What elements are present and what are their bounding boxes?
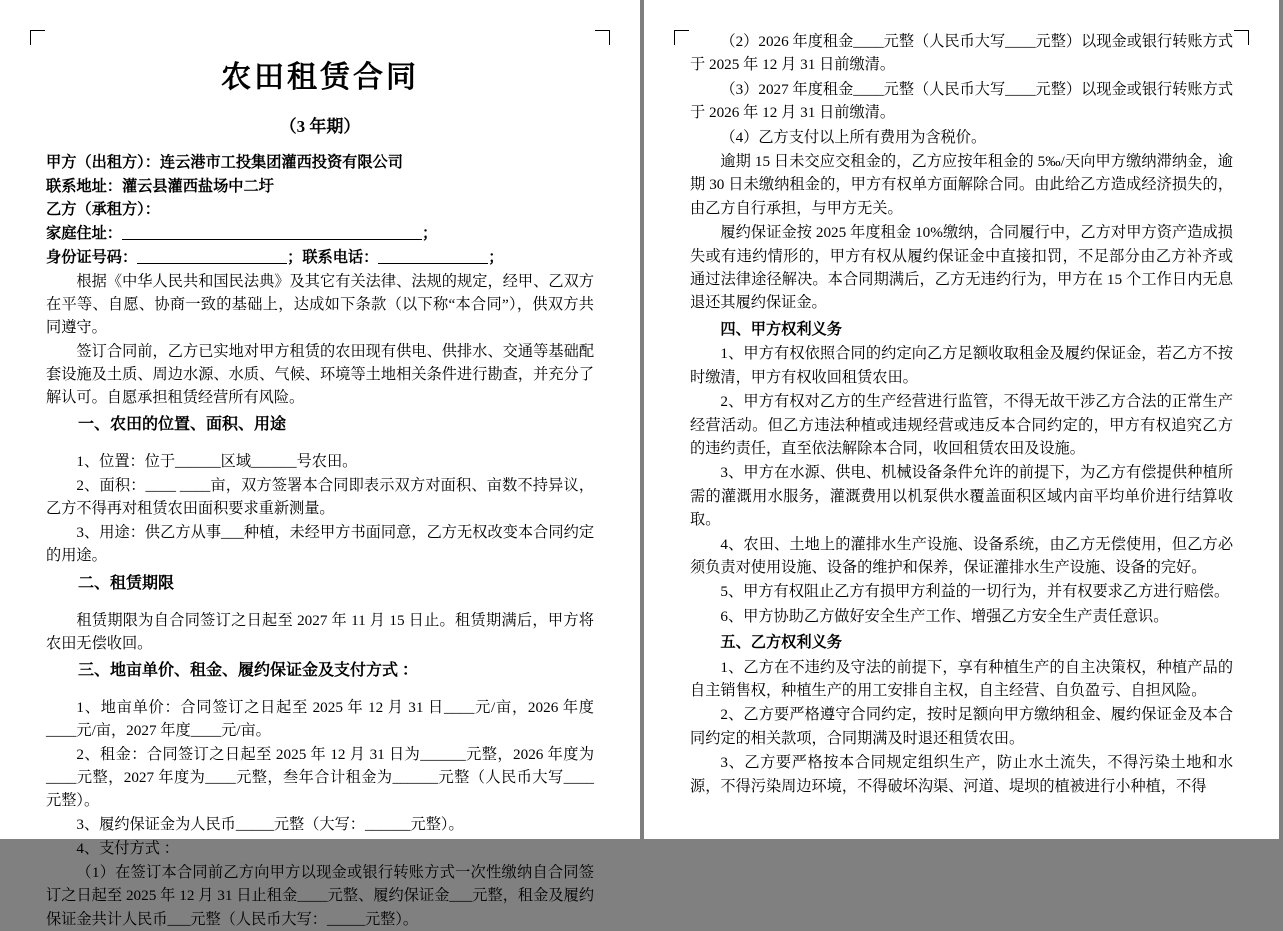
section-2-text: 租赁期限为自合同签订之日起至 2027 年 11 月 15 日止。租赁期满后，甲方将农田无偿收回。	[46, 611, 594, 652]
late-fee-paragraph: 逾期 15 日未交应交租金的，乙方应按年租金的 5‰/天向甲方缴纳滞纳金，逾期 30 日未缴纳租金的，甲方有权单方面解除合同。由此给乙方造成经济损失的，由乙方自行承担，与甲方无关。	[690, 153, 1233, 217]
crop-mark-top-left-right-page	[674, 30, 689, 45]
section-1-heading: 一、农田的位置、面积、用途	[78, 416, 287, 434]
section-4-item-2: 2、甲方有权对乙方的生产经营进行监管，不得无故干涉乙方合法的正常生产经营活动。但乙方违法种植或违规经营或违反本合同约定的，甲方有权追究乙方的违约责任，直至依法解除本合同，收回租赁农田及设施。	[690, 393, 1233, 457]
section-3-item-1: 1、地亩单价：合同签订之日起至 2025 年 12 月 31 日____元/亩，2026 年度____元/亩，2027 年度____元/亩。	[46, 698, 594, 739]
id-phone-line	[46, 246, 594, 270]
section-5-item-2: 2、乙方要严格遵守合同约定，按时足额向甲方缴纳租金、履约保证金及本合同约定的相关款项，合同期满及时退还租赁农田。	[690, 706, 1233, 747]
crop-mark-top-left	[30, 30, 45, 45]
crop-mark-top-right-right-page	[1234, 30, 1249, 45]
section-4-item-4: 4、农田、土地上的灌排水生产设施、设备系统，由乙方无偿使用，但乙方必须负责对使用设施、设备的维护和保养，保证灌排水生产设施、设备的完好。	[690, 535, 1233, 576]
section-5-item-1: 1、乙方在不违约及守法的前提下，享有种植生产的自主决策权，种植产品的自主销售权，种植生产的用工安排自主权，自主经营、自负盈亏、自担风险。	[690, 658, 1233, 699]
preamble-paragraph-2: 签订合同前，乙方已实地对甲方租赁的农田现有供电、供排水、交通等基础配套设施及土质、周边水源、水质、气候、环境等土地相关条件进行勘查，并充分了解认可。自愿承担租赁经营所有风险。	[46, 342, 594, 406]
party-a-address-value: 灌云县灌西盐场中二圩	[121, 177, 274, 195]
payment-item-2: （2）2026 年度租金____元整（人民币大写____元整）以现金或银行转账方式于 2025 年 12 月 31 日前缴清。	[690, 33, 1233, 74]
payment-item-4: （4）乙方支付以上所有费用为含税价。	[720, 128, 987, 146]
section-1-item-1: 1、位置：位于______区域______号农田。	[76, 453, 358, 471]
deposit-paragraph: 履约保证金按 2025 年度租金 10%缴纳，合同履行中，乙方对甲方资产造成损失或有违约情形的，甲方有权从履约保证金中直接扣罚，不足部分由乙方补齐或通过法律途径解决。本合同期满后，乙方无违约行为，甲方在 15 个工作日内无息退还其履约保证金。	[690, 224, 1233, 312]
preamble-paragraph-1: 根据《中华人民共和国民法典》及其它有关法律、法规的规定，经甲、乙双方在平等、自愿、协商一致的基础上，达成如下条款（以下称“本合同”），供双方共同遵守。	[46, 272, 594, 336]
home-address-line	[46, 222, 594, 246]
phone-label: ；联系电话：	[287, 248, 379, 266]
document-page-right	[644, 0, 1279, 839]
section-3-item-4: 4、支付方式 ：	[76, 840, 179, 858]
home-address-blank[interactable]	[122, 223, 422, 240]
phone-blank[interactable]	[378, 247, 488, 264]
home-address-suffix: ；	[421, 225, 438, 243]
section-3-item-2: 2、租金：合同签订之日起至 2025 年 12 月 31 日为______元整，2026 年度为____元整，2027 年度为____元整，叁年合计租金为______元整（人民币大写____元整）。	[46, 745, 594, 810]
document-title: 农田租赁合同	[221, 61, 419, 94]
section-3-heading: 三、地亩单价、租金、履约保证金及支付方式 ：	[78, 661, 419, 679]
section-4-item-6: 6、甲方协助乙方做好安全生产工作、增强乙方安全生产责任意识。	[720, 607, 1169, 625]
section-1-item-2: 2、面积：____ ____亩，双方签署本合同即表示双方对面积、亩数不持异议，乙方不得再对租赁农田面积要求重新测量。	[46, 477, 594, 518]
section-4-item-1: 1、甲方有权依照合同的约定向乙方足额收取租金及履约保证金，若乙方不按时缴清，甲方有权收回租赁农田。	[690, 345, 1233, 386]
party-a-address-line	[46, 175, 594, 199]
party-a-label: 甲方（出租方）：	[46, 154, 160, 171]
home-address-label: 家庭住址：	[46, 225, 122, 243]
section-4-heading: 四、甲方权利义务	[720, 320, 842, 338]
payment-item-3: （3）2027 年度租金____元整（人民币大写____元整）以现金或银行转账方式于 2026 年 12 月 31 日前缴清。	[690, 80, 1233, 122]
section-1-item-3: 3、用途：供乙方从事___种植，未经甲方书面同意，乙方无权改变本合同约定的用途。	[46, 524, 594, 565]
section-3-item-3: 3、履约保证金为人民币_____元整（大写：______元整）。	[76, 816, 464, 834]
section-4-item-3: 3、甲方在水源、供电、机械设备条件允许的前提下，为乙方有偿提供种植所需的灌溉用水服务，灌溉费用以机泵供水覆盖面积区域内亩平均单价进行结算收取。	[690, 464, 1233, 529]
crop-mark-top-right	[595, 30, 610, 45]
section-4-item-5: 5、甲方有权阻止乙方有损甲方利益的一切行为，并有权要求乙方进行赔偿。	[720, 583, 1230, 601]
party-a-line	[46, 151, 594, 175]
section-3-item-5: （1）在签订本合同前乙方向甲方以现金或银行转账方式一次性缴纳自合同签订之日起至 2025 年 12 月 31 日止租金____元整、履约保证金___元整，租金及履约保证金共计人民币___元整（人民币大写：_____元整）。	[46, 864, 594, 928]
id-label: 身份证号码：	[46, 248, 138, 266]
party-a-address-label: 联系地址：	[46, 177, 122, 195]
id-phone-suffix: ；	[488, 248, 504, 266]
section-2-heading: 二、租赁期限	[78, 574, 175, 592]
document-subtitle: （3 年期）	[279, 117, 361, 136]
section-5-item-3: 3、乙方要严格按本合同规定组织生产，防止水土流失，不得污染土地和水源，不得污染周边环境，不得破坏沟渠、河道、堤坝的植被进行小种植，不得	[690, 754, 1233, 795]
party-b-line	[46, 198, 594, 222]
party-b-label: 乙方（承租方）：	[46, 201, 160, 219]
document-page-left	[0, 0, 640, 928]
party-a-value: 连云港市工投集团灌西投资有限公司	[159, 154, 403, 171]
id-blank[interactable]	[137, 247, 287, 264]
section-5-heading: 五、乙方权利义务	[720, 634, 842, 652]
